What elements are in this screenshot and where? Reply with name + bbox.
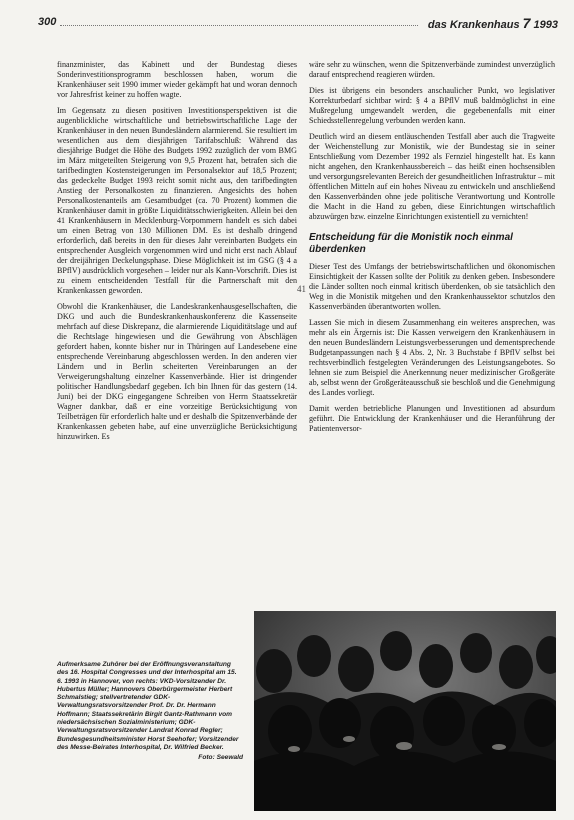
- page-number: 300: [38, 16, 57, 28]
- paragraph: Dieser Test des Umfangs der betriebswirtschaftlichen und ökonomischen Einsichtigkeit der Kassen sollte der Politik zu denken geben. Insbesondere die Länder sollten noch einmal kritisch überdenken, ob sie tatsächlich den Weg in die Monistik mitgehen und den Krankenhaussektor schutzlos den Kassenverbänden überantworten wollen.: [309, 262, 555, 311]
- left-text-column: [57, 60, 297, 448]
- section-heading: Entscheidung für die Monistik noch einmal überdenken: [309, 232, 513, 255]
- journal-name: das Krankenhaus: [427, 19, 520, 31]
- paragraph: Obwohl die Krankenhäuser, die Landeskrankenhausgesellschaften, die DKG und auch die Bundeskrankenhauskonferenz die Kassenseite mehrfach auf diese Diskrepanz, die alarmierende Liquiditätslage und auf die Rechtslage hingewiesen und die Gewährung von Abschlägen gefordert haben, konnte bisher nur in Thüringen auf Landesebene eine entsprechende Vereinbarung abgeschlossen werden. In den anderen vier Ländern und in Berlin scheiterten Vereinbarungen an der Verweigerungshaltung einzelner Kassenverbände. Hier ist dringender politischer Handlungsbedarf gegeben. Ich bin Ihnen für das gestern (14. Juni) bei der DKG eingegangene Schreiben von Herrn Staatssekretär Wagner dankbar, daß er eine vorzeitige Berücksichtigung von Teilbeträgen für erforderlich halte und er deshalb die Spitzenverbände der Krankenkassen gebeten habe, auf eine unverzügliche Berücksichtigung hinzuwirken. Es: [57, 302, 297, 441]
- issue-year: 1993: [533, 19, 558, 31]
- caption-text: Aufmerksame Zuhörer bei der Eröffnungsveranstaltung des 16. Hospital Congresses und der Interhospital am 15. 6. 1993 in Hannover, von rechts: VKD-Vorsitzender Dr. Hubertus Müller; Hannovers Oberbürgermeister Herbert Schmalstieg; stellvertretender GDK-Verwaltungsratsvorsitzender Prof. Dr. Dr. Hermann Hoffmann; Staatssekretärin Birgit Gantz-Rathmann vom niedersächsischen Sozialministerium; GDK-Verwaltungsratsvorsitzender Landrat Konrad Regler; Bundesgesundheitsminister Horst Seehofer; Vorsitzender des Messe-Beirates Interhospital, Dr. Wilfried Becker.: [57, 661, 239, 751]
- photo-caption: [57, 661, 243, 763]
- paragraph: Dies ist übrigens ein besonders anschaulicher Punkt, wo legislativer Korrekturbedarf sichtbar wird: § 4 a BPflV muß baldmöglichst in eine Mußregelung umgewandelt werden, die gegebenenfalls mit einer Schiedsstellenregelung verbunden werden kann.: [309, 86, 555, 125]
- page-header: [38, 14, 558, 34]
- audience-photo: [254, 611, 556, 811]
- paragraph: finanzminister, das Kabinett und der Bundestag dieses Sonderinvestitionsprogramm beschlossen haben, worum die Krankenhäuser seit 1990 immer wieder gekämpft hat und woran dennoch vor Jahresfrist keiner zu hoffen wagte.: [57, 60, 297, 99]
- photo-credit: Foto: Seewald: [198, 754, 243, 762]
- paragraph: Damit werden betriebliche Planungen und Investitionen ad absurdum geführt. Die Entwicklung der Krankenhäuser und die Heranführung der Patientenversor-: [309, 404, 555, 433]
- margin-mark: 41: [297, 284, 306, 294]
- paragraph: Im Gegensatz zu diesen positiven Investitionsperspektiven ist die augenblickliche wirtschaftliche und betriebswirtschaftliche Lage der Krankenhäuser in den neuen Bundesländern alarmierend. Sie resultiert im wesentlichen aus dem diesjährigen Tarifabschluß: Während das diesjährige Budget die Höhe des Budgets 1992 zuzüglich der vom BMG im März mitgeteilten Steigerung von 9,5 Prozent hat, betrafen sich die tarifbedingten Kostensteigerungen im Personalsektor auf 18,5 Prozent; das gedeckelte Budget 1993 reicht somit nicht aus, den tarifbedingten Anstieg der Personalkosten zu finanzieren. Angesichts des hohen Personalkostenanteils am Gesamtbudget (ca. 70 Prozent) kommen die Krankenhäuser damit in größte Liquiditätsschwierigkeiten. Allein bei den 41 Krankenhäusern in Mecklenburg-Vorpommern handelt es sich dabei um einen Betrag von 130 Millionen DM. Es ist deshalb dringend erforderlich, daß bereits in den für dieses Jahr vereinbarten Budgets ein entsprechender Ausgleich vorgenommen wird und nicht erst nach Ablauf der dreijährigen Deckelungsphase. Diese Möglichkeit ist im GSG (§ 4 a BPflV) ausdrücklich vorgesehen – leider nur als Kann-Vorschrift. Dies ist zu einem entscheidenden Testfall für die Partnerschaft mit den Krankenkassen geworden.: [57, 106, 297, 295]
- issue-number: 7: [522, 15, 531, 31]
- journal-title: [428, 15, 558, 31]
- audience-photo-illustration: [254, 611, 556, 811]
- right-text-column: [309, 60, 555, 440]
- paragraph: Deutlich wird an diesem entläuschenden Testfall aber auch die Tragweite der Weichenstellung zur Monistik, wie der Bundestag sie in seiner Entschließung vom Dezember 1992 als Fernziel hingestellt hat. Es kann nicht angehen, den Krankenhaussbereich – das heißt einen hochsensiblen und versorgungsrelevanten Bereich der gesundheitlichen Infrastruktur – mit öffentlichen Mitteln auf ein hohes Niveau zu entwickeln und anschließend den Kassenverbänden ohne jede politische Verantwortung und Kontrolle die Macht in die Hand zu geben, diese Einrichtungen wirtschaftlich abzuwürgen bzw. einzelne Einrichtungen existentiell zu vernichten!: [309, 132, 555, 221]
- paragraph: wäre sehr zu wünschen, wenn die Spitzenverbände zumindest unverzüglich darauf entsprechend reagieren würden.: [309, 60, 555, 79]
- paragraph: Lassen Sie mich in diesem Zusammenhang ein weiteres ansprechen, was mehr als ein Ärgernis ist: Die Kassen verweigern den Krankenhäusern in den neuen Bundesländern Leistungsverbesserungen und dementsprechende Budgetanpassungen nach § 4 Abs. 2, Nr. 3 Buchstabe f BPflV selbst bei rechtsverbindlich festgelegten Veränderungen des Leistungsangebotes. So lehnen sie zum Beispiel die Anerkennung neuer medizinischer Großgeräte ab, selbst wenn der Großgeräteausschuß sie beschloß und die Genehmigung des Landes vorliegt.: [309, 318, 555, 397]
- header-rule: [60, 25, 418, 26]
